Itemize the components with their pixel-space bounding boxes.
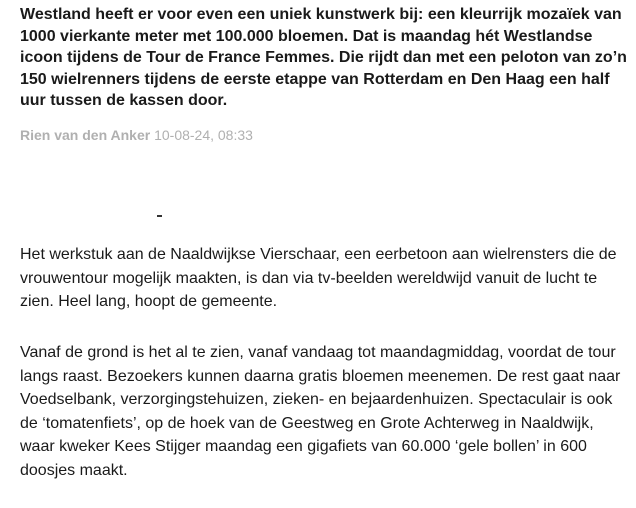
publish-timestamp: 10-08-24, 08:33 <box>154 126 253 143</box>
article-paragraph: Het werkstuk aan de Naaldwijkse Vierschaar, een eerbetoon aan wielrensters die de vrouwentour mogelijk maakten, is dan via tv-beelden wereldwijd vanuit de lucht te zien. Heel lang, hoopt de gemeente. <box>20 246 617 310</box>
article-paragraph: Vanaf de grond is het al te zien, vanaf vandaag tot maandagmiddag, voordat de tour langs raast. Bezoekers kunnen daarna gratis bloemen meenemen. De rest gaat naar Voedselbank, verzorgingstehuizen, zieken- en bejaardenhuizen. Spectaculair is ook de ‘tomatenfiets’, op de hoek van de Geestweg en Grote Achterweg in Naaldwijk, waar kweker Kees Stijger maandag een gigafiets van 60.000 ‘gele bollen’ in 600 doosjes maakt. <box>20 344 621 479</box>
author-name[interactable]: Rien van den Anker <box>20 126 151 143</box>
byline <box>20 126 632 144</box>
article <box>20 0 632 144</box>
image-placeholder-mark <box>157 215 162 217</box>
article-lead: Westland heeft er voor even een uniek kunstwerk bij: een kleurrijk mozaïek van 1000 vierkante meter met 100.000 bloemen. Dat is maandag hét Westlandse icoon tijdens de Tour de France Femmes. Die rijdt dan met een peloton van zo’n 150 wielrenners tijdens de eerste etappe van Rotterdam en Den Haag een half uur tussen de kassen door. <box>20 6 627 109</box>
